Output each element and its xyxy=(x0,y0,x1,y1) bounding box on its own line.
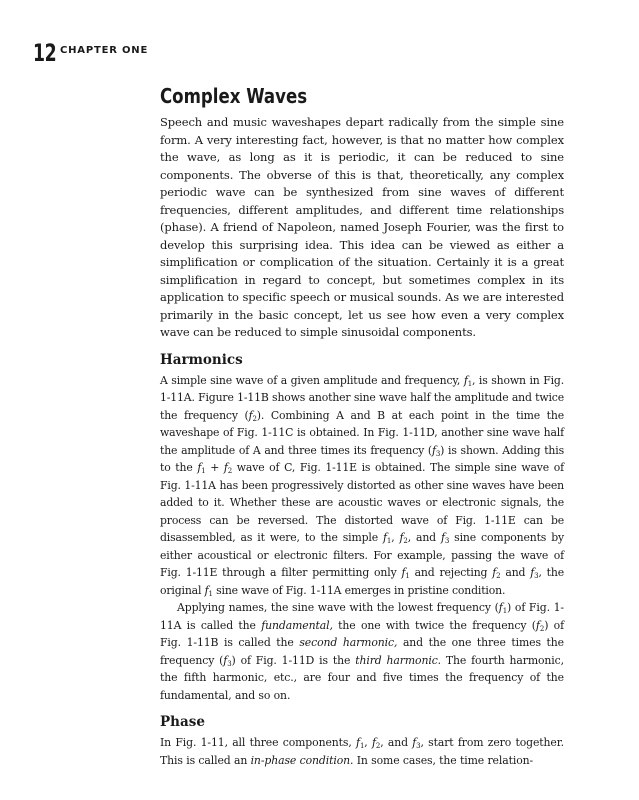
paragraph-complex-waves: Speech and music waveshapes depart radically from the simple sine form. A very interesting fact, however, is that no matter how complex the wave, as long as it is periodic, it can be reduced to sine components. The obverse of this is that, theoretically, any complex periodic wave can be synthesized from sine waves of different frequencies, different amplitudes, and different time relationships (phase). A friend of Napoleon, named Joseph Fourier, was the first to develop this surprising idea. This idea can be viewed as either a simplification or complication of the situation. Certainly it is a great simplification in regard to concept, but sometimes complex in its application to specific speech or musical sounds. As we are interested primarily in the basic concept, let us see how even a very complex wave can be reduced to simple sinusoidal components. xyxy=(160,115,564,339)
section-title-harmonics: Harmonics xyxy=(160,351,243,368)
page-number: 12 xyxy=(33,39,57,67)
paragraph-harmonics-2: Applying names, the sine wave with the lowest frequency $(f_1)$ of Fig. 1-11A is called the fundamental, the one with twice the frequency $(f_2)$ of Fig. 1-11B is called the second harmonic, and the one three times the frequency $(f_3)$ of Fig. 1-11D is the third harmonic. The fourth harmonic, the fifth harmonic, etc., are four and five times the frequency of the fundamental, and so on. xyxy=(160,601,564,702)
page-body xyxy=(160,84,564,769)
section-title-complex-waves: Complex Waves xyxy=(160,84,308,108)
paragraph-harmonics-1: A simple sine wave of a given amplitude and frequency, $f_1$, is shown in Fig. 1-11A. Figure 1-11B shows another sine wave half the amplitude and twice the frequency $(f_2)$. Combining A and B at each point in the time the waveshape of Fig. 1-11C is obtained. In Fig. 1-11D, another sine wave half the amplitude of A and three times its frequency $(f_3)$ is shown. Adding this to the $f_1 + f_2$ wave of C, Fig. 1-11E is obtained. The simple sine wave of Fig. 1-11A has been progressively distorted as other sine waves have been added to it. Whether these are acoustic waves or electronic signals, the process can be reversed. The distorted wave of Fig. 1-11E can be disassembled, as it were, to the simple $f_1$, $f_2$, and $f_3$ sine components by either acoustical or electronic filters. For example, passing the wave of Fig. 1-11E through a filter permitting only $f_1$ and rejecting $f_2$ and $f_3$, the original $f_1$ sine wave of Fig. 1-11A emerges in pristine condition. xyxy=(160,373,564,598)
paragraph-phase: In Fig. 1-11, all three components, $f_1$, $f_2$, and $f_3$, start from zero together. This is called an in-phase condition. In some cases, the time relation- xyxy=(160,736,564,767)
section-title-phase: Phase xyxy=(160,714,205,730)
chapter-label: CHAPTER ONE xyxy=(60,45,149,56)
